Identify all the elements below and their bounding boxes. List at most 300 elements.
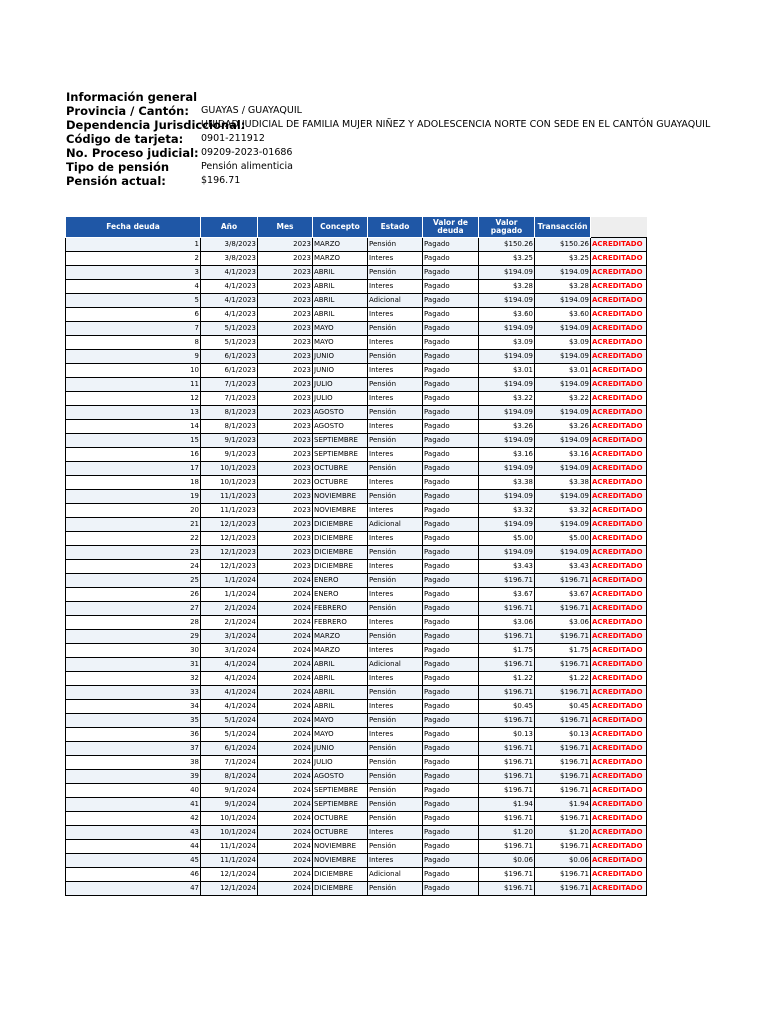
table-row bbox=[66, 392, 647, 406]
cell-transaccion: ACREDITADO bbox=[591, 742, 647, 756]
cell-transaccion: ACREDITADO bbox=[591, 476, 647, 490]
cell-concepto: Pensión bbox=[368, 406, 423, 420]
cell-transaccion: ACREDITADO bbox=[591, 504, 647, 518]
cell-ano: 2024 bbox=[258, 840, 313, 854]
cell-valor-deuda: $1.20 bbox=[479, 826, 535, 840]
cell-valor-pagado: $196.71 bbox=[535, 658, 591, 672]
cell-fecha: 11/1/2024 bbox=[201, 854, 258, 868]
cell-fecha: 12/1/2023 bbox=[201, 532, 258, 546]
cell-valor-deuda: $194.09 bbox=[479, 266, 535, 280]
cell-mes: NOVIEMBRE bbox=[313, 840, 368, 854]
cell-concepto: Pensión bbox=[368, 686, 423, 700]
cell-ano: 2023 bbox=[258, 378, 313, 392]
cell-concepto: Adicional bbox=[368, 294, 423, 308]
cell-valor-deuda: $0.06 bbox=[479, 854, 535, 868]
cell-ano: 2023 bbox=[258, 490, 313, 504]
cell-transaccion: ACREDITADO bbox=[591, 364, 647, 378]
cell-fecha: 1/1/2024 bbox=[201, 574, 258, 588]
info-label: Código de tarjeta: bbox=[66, 132, 184, 146]
cell-index: 38 bbox=[66, 756, 201, 770]
header-concepto: Concepto bbox=[313, 217, 368, 238]
cell-transaccion: ACREDITADO bbox=[591, 588, 647, 602]
info-value: Pensión alimenticia bbox=[201, 161, 293, 172]
cell-valor-pagado: $0.06 bbox=[535, 854, 591, 868]
cell-fecha: 5/1/2024 bbox=[201, 714, 258, 728]
table-row bbox=[66, 504, 647, 518]
cell-fecha: 10/1/2024 bbox=[201, 826, 258, 840]
cell-concepto: Interes bbox=[368, 420, 423, 434]
cell-mes: DICIEMBRE bbox=[313, 560, 368, 574]
cell-estado: Pagado bbox=[423, 672, 479, 686]
cell-ano: 2024 bbox=[258, 882, 313, 896]
cell-valor-pagado: $1.75 bbox=[535, 644, 591, 658]
cell-ano: 2024 bbox=[258, 588, 313, 602]
table-row bbox=[66, 378, 647, 392]
cell-concepto: Adicional bbox=[368, 518, 423, 532]
cell-valor-deuda: $196.71 bbox=[479, 812, 535, 826]
cell-mes: OCTUBRE bbox=[313, 826, 368, 840]
table-row bbox=[66, 308, 647, 322]
cell-estado: Pagado bbox=[423, 700, 479, 714]
cell-estado: Pagado bbox=[423, 742, 479, 756]
cell-index: 28 bbox=[66, 616, 201, 630]
cell-fecha: 11/1/2024 bbox=[201, 840, 258, 854]
cell-valor-deuda: $1.75 bbox=[479, 644, 535, 658]
cell-estado: Pagado bbox=[423, 686, 479, 700]
cell-valor-deuda: $1.94 bbox=[479, 798, 535, 812]
cell-fecha: 4/1/2024 bbox=[201, 700, 258, 714]
table-row bbox=[66, 700, 647, 714]
cell-concepto: Pensión bbox=[368, 322, 423, 336]
cell-valor-pagado: $196.71 bbox=[535, 630, 591, 644]
cell-ano: 2023 bbox=[258, 280, 313, 294]
cell-valor-pagado: $3.43 bbox=[535, 560, 591, 574]
cell-concepto: Interes bbox=[368, 308, 423, 322]
cell-mes: JUNIO bbox=[313, 742, 368, 756]
cell-mes: ENERO bbox=[313, 588, 368, 602]
table-row bbox=[66, 252, 647, 266]
cell-valor-deuda: $196.71 bbox=[479, 770, 535, 784]
cell-valor-deuda: $3.28 bbox=[479, 280, 535, 294]
cell-valor-pagado: $196.71 bbox=[535, 756, 591, 770]
cell-valor-deuda: $3.43 bbox=[479, 560, 535, 574]
info-value: GUAYAS / GUAYAQUIL bbox=[201, 105, 302, 116]
cell-fecha: 2/1/2024 bbox=[201, 616, 258, 630]
cell-valor-deuda: $0.45 bbox=[479, 700, 535, 714]
cell-concepto: Pensión bbox=[368, 840, 423, 854]
cell-fecha: 12/1/2023 bbox=[201, 546, 258, 560]
cell-valor-pagado: $196.71 bbox=[535, 602, 591, 616]
table-row bbox=[66, 364, 647, 378]
cell-estado: Pagado bbox=[423, 420, 479, 434]
cell-fecha: 9/1/2023 bbox=[201, 434, 258, 448]
cell-valor-pagado: $196.71 bbox=[535, 882, 591, 896]
cell-valor-pagado: $1.94 bbox=[535, 798, 591, 812]
table-row bbox=[66, 434, 647, 448]
cell-estado: Pagado bbox=[423, 714, 479, 728]
cell-estado: Pagado bbox=[423, 644, 479, 658]
cell-valor-pagado: $3.22 bbox=[535, 392, 591, 406]
cell-concepto: Pensión bbox=[368, 434, 423, 448]
cell-fecha: 7/1/2023 bbox=[201, 378, 258, 392]
cell-valor-pagado: $3.26 bbox=[535, 420, 591, 434]
cell-concepto: Interes bbox=[368, 700, 423, 714]
cell-concepto: Interes bbox=[368, 364, 423, 378]
cell-estado: Pagado bbox=[423, 392, 479, 406]
cell-estado: Pagado bbox=[423, 294, 479, 308]
cell-valor-pagado: $194.09 bbox=[535, 490, 591, 504]
cell-fecha: 1/1/2024 bbox=[201, 588, 258, 602]
cell-valor-deuda: $5.00 bbox=[479, 532, 535, 546]
cell-valor-pagado: $196.71 bbox=[535, 742, 591, 756]
cell-concepto: Pensión bbox=[368, 350, 423, 364]
info-label: Tipo de pensión bbox=[66, 160, 170, 174]
cell-mes: SEPTIEMBRE bbox=[313, 448, 368, 462]
cell-index: 42 bbox=[66, 812, 201, 826]
cell-estado: Pagado bbox=[423, 518, 479, 532]
cell-index: 32 bbox=[66, 672, 201, 686]
table-row bbox=[66, 784, 647, 798]
cell-estado: Pagado bbox=[423, 854, 479, 868]
cell-valor-deuda: $3.26 bbox=[479, 420, 535, 434]
table-row bbox=[66, 812, 647, 826]
cell-valor-deuda: $194.09 bbox=[479, 518, 535, 532]
cell-valor-deuda: $196.71 bbox=[479, 784, 535, 798]
cell-valor-deuda: $194.09 bbox=[479, 490, 535, 504]
cell-concepto: Interes bbox=[368, 336, 423, 350]
cell-index: 33 bbox=[66, 686, 201, 700]
cell-concepto: Pensión bbox=[368, 812, 423, 826]
cell-valor-deuda: $194.09 bbox=[479, 378, 535, 392]
cell-valor-pagado: $194.09 bbox=[535, 378, 591, 392]
cell-valor-deuda: $196.71 bbox=[479, 686, 535, 700]
table-row bbox=[66, 714, 647, 728]
cell-mes: ABRIL bbox=[313, 266, 368, 280]
cell-estado: Pagado bbox=[423, 770, 479, 784]
cell-ano: 2023 bbox=[258, 546, 313, 560]
cell-valor-pagado: $194.09 bbox=[535, 406, 591, 420]
cell-mes: MARZO bbox=[313, 644, 368, 658]
table-row bbox=[66, 728, 647, 742]
info-label: Pensión actual: bbox=[66, 174, 166, 188]
cell-mes: NOVIEMBRE bbox=[313, 854, 368, 868]
table-row bbox=[66, 798, 647, 812]
table-row bbox=[66, 238, 647, 252]
table-row bbox=[66, 826, 647, 840]
cell-valor-pagado: $3.38 bbox=[535, 476, 591, 490]
cell-index: 8 bbox=[66, 336, 201, 350]
cell-transaccion: ACREDITADO bbox=[591, 812, 647, 826]
cell-ano: 2024 bbox=[258, 868, 313, 882]
table-header-row bbox=[66, 217, 647, 238]
cell-valor-deuda: $194.09 bbox=[479, 350, 535, 364]
cell-fecha: 6/1/2023 bbox=[201, 364, 258, 378]
cell-index: 22 bbox=[66, 532, 201, 546]
table-body bbox=[66, 238, 647, 896]
cell-ano: 2023 bbox=[258, 560, 313, 574]
cell-ano: 2023 bbox=[258, 336, 313, 350]
cell-index: 25 bbox=[66, 574, 201, 588]
cell-estado: Pagado bbox=[423, 784, 479, 798]
table-row bbox=[66, 770, 647, 784]
cell-fecha: 7/1/2023 bbox=[201, 392, 258, 406]
table-row bbox=[66, 574, 647, 588]
cell-valor-deuda: $0.13 bbox=[479, 728, 535, 742]
cell-transaccion: ACREDITADO bbox=[591, 546, 647, 560]
cell-index: 13 bbox=[66, 406, 201, 420]
table-row bbox=[66, 322, 647, 336]
cell-mes: DICIEMBRE bbox=[313, 532, 368, 546]
cell-ano: 2024 bbox=[258, 770, 313, 784]
cell-ano: 2023 bbox=[258, 434, 313, 448]
cell-ano: 2024 bbox=[258, 798, 313, 812]
table-row bbox=[66, 350, 647, 364]
cell-ano: 2023 bbox=[258, 504, 313, 518]
cell-fecha: 10/1/2023 bbox=[201, 462, 258, 476]
cell-mes: NOVIEMBRE bbox=[313, 490, 368, 504]
cell-transaccion: ACREDITADO bbox=[591, 560, 647, 574]
table-row bbox=[66, 546, 647, 560]
cell-fecha: 3/8/2023 bbox=[201, 252, 258, 266]
table-row bbox=[66, 406, 647, 420]
cell-transaccion: ACREDITADO bbox=[591, 644, 647, 658]
cell-valor-deuda: $194.09 bbox=[479, 462, 535, 476]
cell-fecha: 4/1/2023 bbox=[201, 294, 258, 308]
cell-mes: MARZO bbox=[313, 238, 368, 252]
cell-mes: OCTUBRE bbox=[313, 812, 368, 826]
cell-transaccion: ACREDITADO bbox=[591, 280, 647, 294]
cell-ano: 2024 bbox=[258, 812, 313, 826]
cell-valor-pagado: $5.00 bbox=[535, 532, 591, 546]
cell-estado: Pagado bbox=[423, 756, 479, 770]
cell-fecha: 8/1/2023 bbox=[201, 406, 258, 420]
cell-estado: Pagado bbox=[423, 364, 479, 378]
cell-valor-deuda: $150.26 bbox=[479, 238, 535, 252]
cell-mes: ABRIL bbox=[313, 700, 368, 714]
cell-index: 23 bbox=[66, 546, 201, 560]
cell-concepto: Interes bbox=[368, 826, 423, 840]
cell-concepto: Pensión bbox=[368, 238, 423, 252]
cell-fecha: 12/1/2023 bbox=[201, 518, 258, 532]
cell-valor-pagado: $3.09 bbox=[535, 336, 591, 350]
table-row bbox=[66, 686, 647, 700]
cell-valor-pagado: $0.45 bbox=[535, 700, 591, 714]
cell-mes: AGOSTO bbox=[313, 770, 368, 784]
cell-estado: Pagado bbox=[423, 434, 479, 448]
cell-index: 36 bbox=[66, 728, 201, 742]
cell-concepto: Pensión bbox=[368, 742, 423, 756]
cell-index: 46 bbox=[66, 868, 201, 882]
cell-estado: Pagado bbox=[423, 476, 479, 490]
cell-mes: ABRIL bbox=[313, 686, 368, 700]
cell-ano: 2024 bbox=[258, 728, 313, 742]
cell-concepto: Interes bbox=[368, 560, 423, 574]
cell-index: 30 bbox=[66, 644, 201, 658]
cell-estado: Pagado bbox=[423, 658, 479, 672]
cell-concepto: Interes bbox=[368, 854, 423, 868]
table-row bbox=[66, 658, 647, 672]
cell-valor-deuda: $194.09 bbox=[479, 434, 535, 448]
cell-transaccion: ACREDITADO bbox=[591, 448, 647, 462]
cell-index: 20 bbox=[66, 504, 201, 518]
cell-transaccion: ACREDITADO bbox=[591, 756, 647, 770]
cell-mes: DICIEMBRE bbox=[313, 546, 368, 560]
cell-estado: Pagado bbox=[423, 868, 479, 882]
cell-valor-pagado: $196.71 bbox=[535, 574, 591, 588]
cell-mes: MARZO bbox=[313, 630, 368, 644]
cell-ano: 2023 bbox=[258, 462, 313, 476]
cell-ano: 2024 bbox=[258, 714, 313, 728]
cell-mes: MARZO bbox=[313, 252, 368, 266]
cell-estado: Pagado bbox=[423, 462, 479, 476]
cell-mes: MAYO bbox=[313, 322, 368, 336]
cell-valor-pagado: $196.71 bbox=[535, 840, 591, 854]
cell-valor-pagado: $3.60 bbox=[535, 308, 591, 322]
cell-estado: Pagado bbox=[423, 728, 479, 742]
cell-fecha: 4/1/2023 bbox=[201, 266, 258, 280]
cell-transaccion: ACREDITADO bbox=[591, 420, 647, 434]
cell-mes: FEBRERO bbox=[313, 602, 368, 616]
cell-valor-deuda: $3.06 bbox=[479, 616, 535, 630]
table-row bbox=[66, 532, 647, 546]
cell-fecha: 12/1/2024 bbox=[201, 868, 258, 882]
table-row bbox=[66, 280, 647, 294]
cell-estado: Pagado bbox=[423, 826, 479, 840]
cell-mes: SEPTIEMBRE bbox=[313, 798, 368, 812]
cell-index: 10 bbox=[66, 364, 201, 378]
cell-fecha: 3/8/2023 bbox=[201, 238, 258, 252]
cell-ano: 2023 bbox=[258, 322, 313, 336]
cell-ano: 2023 bbox=[258, 476, 313, 490]
cell-transaccion: ACREDITADO bbox=[591, 574, 647, 588]
cell-estado: Pagado bbox=[423, 616, 479, 630]
cell-concepto: Pensión bbox=[368, 798, 423, 812]
table-row bbox=[66, 448, 647, 462]
cell-index: 26 bbox=[66, 588, 201, 602]
cell-ano: 2024 bbox=[258, 854, 313, 868]
cell-transaccion: ACREDITADO bbox=[591, 308, 647, 322]
cell-estado: Pagado bbox=[423, 882, 479, 896]
cell-transaccion: ACREDITADO bbox=[591, 518, 647, 532]
cell-valor-deuda: $196.71 bbox=[479, 630, 535, 644]
cell-transaccion: ACREDITADO bbox=[591, 728, 647, 742]
cell-estado: Pagado bbox=[423, 448, 479, 462]
cell-estado: Pagado bbox=[423, 350, 479, 364]
cell-transaccion: ACREDITADO bbox=[591, 392, 647, 406]
info-value: 0901-211912 bbox=[201, 133, 265, 144]
cell-ano: 2024 bbox=[258, 672, 313, 686]
cell-valor-deuda: $194.09 bbox=[479, 546, 535, 560]
cell-fecha: 9/1/2023 bbox=[201, 448, 258, 462]
cell-valor-deuda: $196.71 bbox=[479, 882, 535, 896]
cell-ano: 2023 bbox=[258, 392, 313, 406]
cell-transaccion: ACREDITADO bbox=[591, 238, 647, 252]
cell-ano: 2023 bbox=[258, 266, 313, 280]
cell-valor-deuda: $196.71 bbox=[479, 602, 535, 616]
cell-concepto: Interes bbox=[368, 532, 423, 546]
table-row bbox=[66, 294, 647, 308]
cell-index: 7 bbox=[66, 322, 201, 336]
cell-transaccion: ACREDITADO bbox=[591, 826, 647, 840]
cell-concepto: Pensión bbox=[368, 462, 423, 476]
cell-transaccion: ACREDITADO bbox=[591, 336, 647, 350]
cell-ano: 2023 bbox=[258, 364, 313, 378]
cell-estado: Pagado bbox=[423, 308, 479, 322]
cell-index: 2 bbox=[66, 252, 201, 266]
cell-fecha: 8/1/2023 bbox=[201, 420, 258, 434]
cell-index: 12 bbox=[66, 392, 201, 406]
cell-concepto: Interes bbox=[368, 252, 423, 266]
cell-valor-pagado: $196.71 bbox=[535, 686, 591, 700]
cell-valor-deuda: $3.67 bbox=[479, 588, 535, 602]
cell-ano: 2023 bbox=[258, 308, 313, 322]
cell-valor-deuda: $3.09 bbox=[479, 336, 535, 350]
cell-transaccion: ACREDITADO bbox=[591, 406, 647, 420]
cell-concepto: Interes bbox=[368, 392, 423, 406]
cell-estado: Pagado bbox=[423, 798, 479, 812]
header-mes: Mes bbox=[258, 217, 313, 238]
cell-index: 39 bbox=[66, 770, 201, 784]
cell-estado: Pagado bbox=[423, 630, 479, 644]
header-valor-pagado: Valor pagado bbox=[479, 217, 535, 238]
cell-valor-pagado: $0.13 bbox=[535, 728, 591, 742]
cell-concepto: Interes bbox=[368, 504, 423, 518]
cell-estado: Pagado bbox=[423, 560, 479, 574]
cell-index: 16 bbox=[66, 448, 201, 462]
cell-ano: 2023 bbox=[258, 406, 313, 420]
info-title: Información general bbox=[66, 90, 198, 104]
cell-valor-deuda: $196.71 bbox=[479, 658, 535, 672]
cell-fecha: 6/1/2023 bbox=[201, 350, 258, 364]
cell-ano: 2024 bbox=[258, 644, 313, 658]
cell-transaccion: ACREDITADO bbox=[591, 602, 647, 616]
cell-valor-pagado: $1.22 bbox=[535, 672, 591, 686]
cell-fecha: 12/1/2023 bbox=[201, 560, 258, 574]
cell-mes: OCTUBRE bbox=[313, 476, 368, 490]
cell-valor-pagado: $3.06 bbox=[535, 616, 591, 630]
info-value: $196.71 bbox=[201, 175, 241, 186]
cell-valor-deuda: $196.71 bbox=[479, 868, 535, 882]
cell-fecha: 10/1/2023 bbox=[201, 476, 258, 490]
cell-index: 35 bbox=[66, 714, 201, 728]
cell-mes: DICIEMBRE bbox=[313, 882, 368, 896]
table-row bbox=[66, 490, 647, 504]
cell-fecha: 4/1/2024 bbox=[201, 686, 258, 700]
cell-mes: DICIEMBRE bbox=[313, 868, 368, 882]
cell-transaccion: ACREDITADO bbox=[591, 490, 647, 504]
cell-index: 14 bbox=[66, 420, 201, 434]
cell-concepto: Pensión bbox=[368, 714, 423, 728]
cell-valor-pagado: $150.26 bbox=[535, 238, 591, 252]
cell-ano: 2023 bbox=[258, 252, 313, 266]
cell-estado: Pagado bbox=[423, 504, 479, 518]
cell-index: 29 bbox=[66, 630, 201, 644]
cell-transaccion: ACREDITADO bbox=[591, 658, 647, 672]
cell-transaccion: ACREDITADO bbox=[591, 266, 647, 280]
cell-concepto: Pensión bbox=[368, 266, 423, 280]
cell-estado: Pagado bbox=[423, 322, 479, 336]
cell-ano: 2023 bbox=[258, 420, 313, 434]
cell-transaccion: ACREDITADO bbox=[591, 700, 647, 714]
cell-concepto: Adicional bbox=[368, 658, 423, 672]
cell-valor-deuda: $196.71 bbox=[479, 714, 535, 728]
cell-estado: Pagado bbox=[423, 546, 479, 560]
cell-estado: Pagado bbox=[423, 490, 479, 504]
cell-index: 18 bbox=[66, 476, 201, 490]
cell-transaccion: ACREDITADO bbox=[591, 630, 647, 644]
cell-ano: 2024 bbox=[258, 630, 313, 644]
cell-mes: JULIO bbox=[313, 392, 368, 406]
